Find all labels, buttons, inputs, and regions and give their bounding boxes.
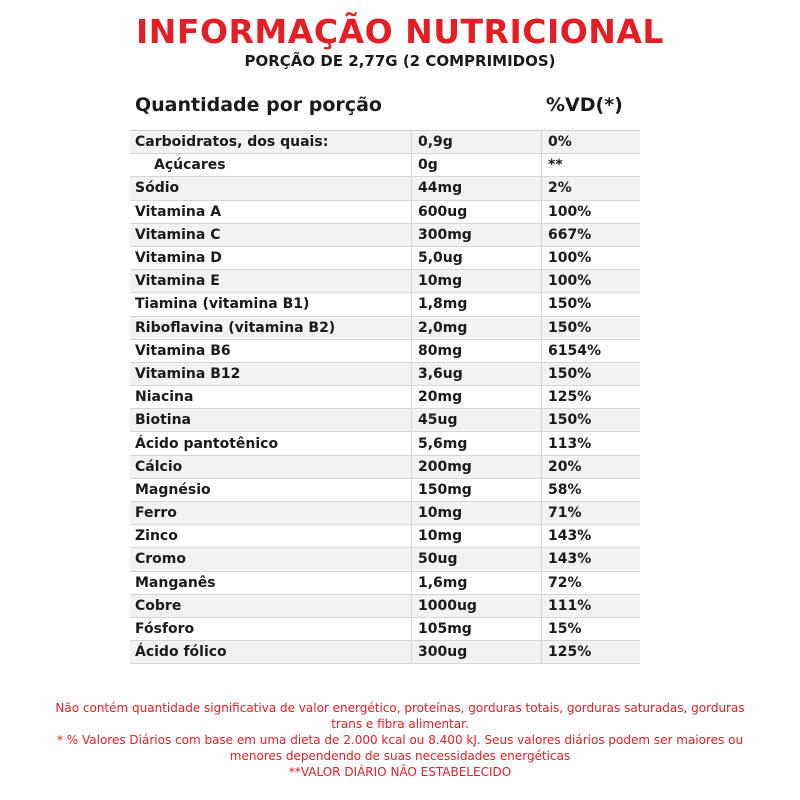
nutrient-amount: 3,6ug — [412, 363, 542, 385]
nutrient-amount: 600ug — [412, 201, 542, 223]
table-row — [130, 154, 640, 177]
nutrient-daily-value: 150% — [548, 365, 592, 382]
nutrient-daily-value: 143% — [548, 528, 592, 545]
table-row — [130, 456, 640, 479]
nutrient-daily-value: 15% — [548, 621, 582, 638]
table-row — [130, 595, 640, 618]
nutrient-daily-value: 150% — [548, 412, 592, 429]
page-title: INFORMAÇÃO NUTRICIONAL — [136, 12, 664, 51]
nutrient-name: Biotina — [130, 409, 412, 431]
table-row — [130, 177, 640, 200]
nutrient-daily-value: 58% — [548, 481, 582, 498]
nutrient-daily-value: 125% — [548, 644, 592, 661]
nutrient-amount: 50ug — [412, 548, 542, 570]
portion-subtitle: PORÇÃO DE 2,77G (2 COMPRIMIDOS) — [244, 52, 556, 70]
nutrient-name: Carboidratos, dos quais: — [130, 131, 412, 153]
nutrient-daily-value: 100% — [548, 250, 592, 267]
nutrient-name: Vitamina E — [130, 270, 412, 292]
nutrient-name: Vitamina D — [130, 247, 412, 269]
nutrient-name: Cálcio — [130, 456, 412, 478]
table-row — [130, 270, 640, 293]
nutrient-name: Vitamina B12 — [130, 363, 412, 385]
nutrient-name: Zinco — [130, 525, 412, 547]
nutrient-amount: 0g — [412, 154, 542, 176]
header-daily-value: %VD(*) — [546, 94, 623, 116]
nutrient-daily-value: 20% — [548, 458, 582, 475]
nutrient-name: Cromo — [130, 548, 412, 570]
footer-note-daily-values: * % Valores Diários com base em uma dieta de 2.000 kcal ou 8.400 kJ. Seus valores diários podem ser maiores ou menores dependendo de suas necessidades energéticas — [56, 733, 744, 763]
nutrition-table — [130, 130, 640, 664]
nutrient-name: Tiamina (vitamina B1) — [130, 293, 412, 315]
nutrient-amount: 20mg — [412, 386, 542, 408]
nutrient-amount: 1,8mg — [412, 293, 542, 315]
table-row — [130, 502, 640, 525]
nutrient-amount: 1000ug — [412, 595, 542, 617]
nutrient-daily-value: 111% — [548, 597, 592, 614]
footer-note-not-established: **VALOR DIÁRIO NÃO ESTABELECIDO — [288, 765, 512, 779]
nutrient-name: Açúcares — [130, 154, 412, 176]
nutrient-name: Niacina — [130, 386, 412, 408]
nutrient-daily-value: 143% — [548, 551, 592, 568]
nutrient-daily-value: 100% — [548, 203, 592, 220]
nutrient-amount: 2,0mg — [412, 317, 542, 339]
nutrient-amount: 0,9g — [412, 131, 542, 153]
nutrient-daily-value: 71% — [548, 505, 582, 522]
nutrient-name: Ácido fólico — [130, 641, 412, 663]
table-row — [130, 224, 640, 247]
nutrient-amount: 300mg — [412, 224, 542, 246]
nutrient-amount: 45ug — [412, 409, 542, 431]
nutrient-name: Manganês — [130, 572, 412, 594]
nutrient-amount: 300ug — [412, 641, 542, 663]
nutrient-daily-value: 113% — [548, 435, 592, 452]
table-row — [130, 479, 640, 502]
nutrient-amount: 80mg — [412, 340, 542, 362]
table-row — [130, 247, 640, 270]
table-row — [130, 572, 640, 595]
table-row — [130, 131, 640, 154]
nutrient-name: Ferro — [130, 502, 412, 524]
table-row — [130, 363, 640, 386]
nutrient-daily-value: 667% — [548, 226, 592, 243]
nutrient-daily-value: 150% — [548, 296, 592, 313]
nutrient-name: Vitamina B6 — [130, 340, 412, 362]
nutrient-name: Vitamina C — [130, 224, 412, 246]
table-row — [130, 525, 640, 548]
footer-note-nutrients: Não contém quantidade significativa de valor energético, proteínas, gorduras totais, gorduras saturadas, gorduras trans e fibra alimentar. — [55, 701, 745, 731]
table-row — [130, 641, 640, 664]
table-row — [130, 293, 640, 316]
nutrient-amount: 105mg — [412, 618, 542, 640]
nutrient-daily-value: 125% — [548, 389, 592, 406]
nutrient-daily-value: 72% — [548, 574, 582, 591]
table-row — [130, 432, 640, 455]
nutrient-name: Fósforo — [130, 618, 412, 640]
nutrient-daily-value: 2% — [548, 180, 572, 197]
nutrient-amount: 5,6mg — [412, 432, 542, 454]
nutrient-daily-value: 0% — [548, 134, 572, 151]
nutrient-amount: 10mg — [412, 270, 542, 292]
nutrient-amount: 10mg — [412, 502, 542, 524]
nutrient-name: Cobre — [130, 595, 412, 617]
nutrient-name: Riboflavina (vitamina B2) — [130, 317, 412, 339]
table-row — [130, 618, 640, 641]
table-row — [130, 201, 640, 224]
nutrient-name: Sódio — [130, 177, 412, 199]
nutrient-name: Magnésio — [130, 479, 412, 501]
nutrient-daily-value: 150% — [548, 319, 592, 336]
nutrient-amount: 10mg — [412, 525, 542, 547]
header-quantity: Quantidade por porção — [135, 94, 382, 116]
nutrient-name: Ácido pantotênico — [130, 432, 412, 454]
table-row — [130, 409, 640, 432]
nutrient-daily-value: 100% — [548, 273, 592, 290]
table-row — [130, 340, 640, 363]
nutrient-amount: 44mg — [412, 177, 542, 199]
nutrient-amount: 1,6mg — [412, 572, 542, 594]
table-row — [130, 386, 640, 409]
nutrient-name: Vitamina A — [130, 201, 412, 223]
footer-notes — [50, 700, 750, 780]
table-row — [130, 317, 640, 340]
table-row — [130, 548, 640, 571]
nutrient-amount: 5,0ug — [412, 247, 542, 269]
nutrient-amount: 150mg — [412, 479, 542, 501]
nutrient-daily-value: ** — [548, 157, 563, 174]
nutrient-amount: 200mg — [412, 456, 542, 478]
nutrient-daily-value: 6154% — [548, 342, 601, 359]
